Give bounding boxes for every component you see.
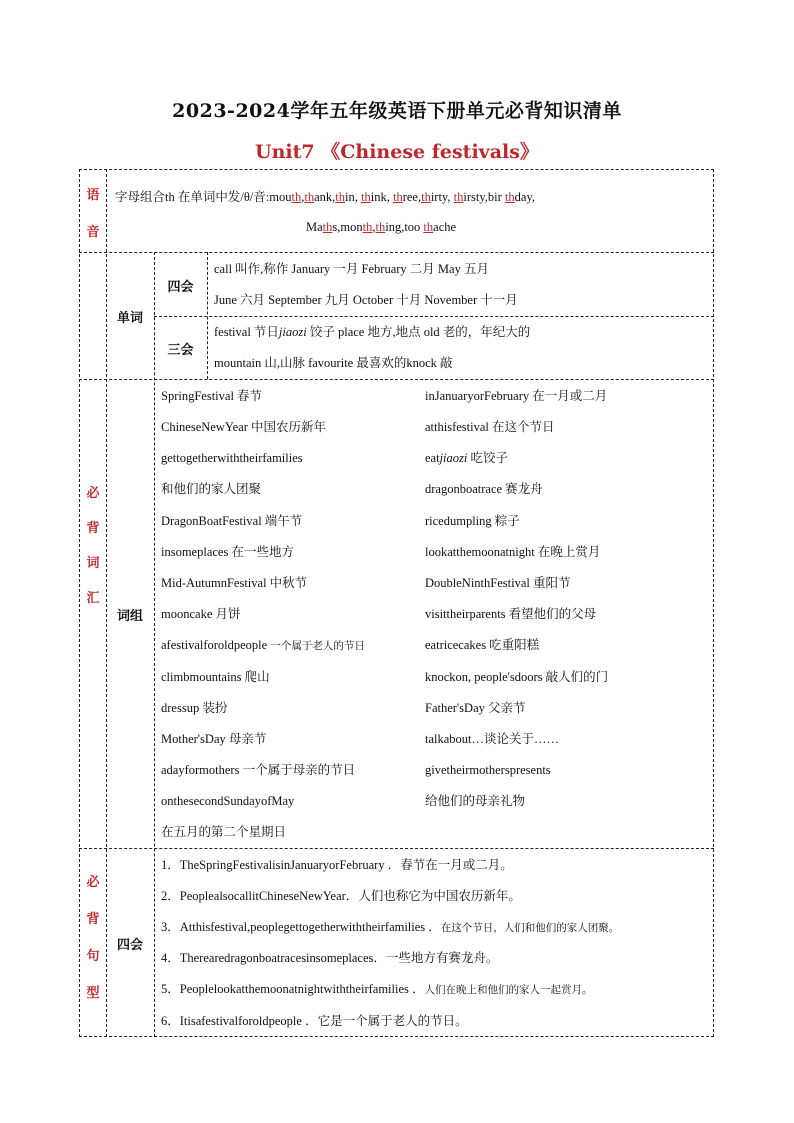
- label-char: 必: [86, 875, 100, 890]
- th-highlight: th: [304, 190, 315, 204]
- label-char: 必: [86, 486, 100, 501]
- phrase-item: ricedumpling 粽子: [425, 514, 520, 528]
- th-highlight: th: [421, 190, 431, 204]
- phrase-item: mooncake 月饼: [161, 607, 241, 621]
- label-char: 音: [86, 225, 100, 240]
- th-highlight: th: [322, 220, 333, 234]
- word-part: day,: [514, 190, 536, 204]
- three-skills-label: 三会: [167, 343, 194, 358]
- word-part: ache: [433, 220, 457, 234]
- phrase-item: 给他们的母亲礼物: [425, 794, 526, 808]
- phonics-line-1: [115, 189, 535, 205]
- sentence-item: [161, 888, 521, 904]
- th-highlight: th: [423, 220, 434, 234]
- th-highlight: th: [375, 220, 386, 234]
- unit-title: Unit7 《Chinese festivals》: [255, 141, 539, 163]
- word-part: ank,: [314, 190, 336, 204]
- label-char: 句: [86, 949, 100, 964]
- row-divider: [79, 379, 714, 380]
- sentence-item: [161, 950, 498, 966]
- phrase-item: lookatthemoonatnight 在晚上赏月: [425, 545, 601, 559]
- word-part: ,: [301, 190, 305, 204]
- col-divider: [207, 252, 208, 379]
- phrase-zh: 吃饺子: [467, 451, 509, 465]
- sentence-zh: 一些地方有赛龙舟。: [385, 951, 499, 965]
- col-divider: [106, 169, 107, 1037]
- word-part: ing,too: [385, 220, 424, 234]
- sentence-zh: 它是一个属于老人的节日。: [317, 1014, 468, 1028]
- phrase-item: atthisfestival 在这个节日: [425, 420, 555, 434]
- phrase-item: onthesecondSundayofMay: [161, 794, 295, 808]
- phrases-label: 词组: [116, 609, 143, 624]
- label-char: 背: [86, 912, 100, 927]
- phrase-item: visittheirparents 看望他们的父母: [425, 607, 597, 621]
- th-highlight: th: [361, 190, 371, 204]
- sentence-item: [161, 857, 513, 873]
- sentence-item: [161, 919, 619, 937]
- word-part: ree,: [402, 190, 422, 204]
- vocab-label: [80, 482, 106, 606]
- word-part: in,: [345, 190, 361, 204]
- phrase-item: Mid-AutumnFestival 中秋节: [161, 576, 308, 590]
- th-highlight: th: [392, 190, 403, 204]
- phrase-item: SpringFestival 春节: [161, 389, 263, 403]
- phonics-words: [306, 220, 456, 234]
- four-skills-label: 四会: [167, 280, 194, 295]
- phonics-line-2: [306, 219, 456, 235]
- phrase-item: climbmountains 爬山: [161, 670, 270, 684]
- sentence-zh: 人们在晚上和他们的家人一起赏月。: [424, 985, 593, 996]
- phrase-zh: 一个属于老人的节日: [270, 641, 365, 652]
- phrase-en: afestivalforoldpeople: [161, 638, 271, 652]
- word-part: irty,: [430, 190, 454, 204]
- italic-word: jiaozi: [439, 451, 468, 465]
- phrase-item: Father'sDay 父亲节: [425, 701, 526, 715]
- text: 饺子 place 地方,地点 old 老的，年纪大的: [306, 325, 531, 339]
- phrase-item: dragonboatrace 赛龙舟: [425, 482, 543, 496]
- phrase-item: givetheirmotherspresents: [425, 763, 551, 777]
- phonics-intro: 字母组合th 在单词中发/θ/音:: [115, 190, 270, 204]
- phrase-en: eat: [425, 451, 440, 465]
- phrase-item: adayformothers 一个属于母亲的节日: [161, 763, 356, 777]
- sentence-en: 4．Therearedragonboatracesinsomeplaces．: [161, 951, 386, 965]
- sentence-zh: 人们也称它为中国农历新年。: [358, 889, 521, 903]
- sentence-en: 2．PeoplealsocallitChineseNewYear．: [161, 889, 359, 903]
- phrase-item: gettogetherwiththeirfamilies: [161, 451, 303, 465]
- sentence-zh: 春节在一月或二月。: [400, 858, 513, 872]
- sentence-en: 5．Peoplelookatthemoonatnightwiththeirfamilies ．: [161, 982, 425, 996]
- three-skills-line: [214, 324, 530, 340]
- row-divider: [154, 316, 714, 317]
- phrase-item: talkabout…谈论关于……: [425, 732, 560, 746]
- word-part: s,mon: [332, 220, 363, 234]
- text: festival 节日: [214, 325, 279, 339]
- word-part: ,: [372, 220, 376, 234]
- label-char: 语: [86, 188, 100, 203]
- sentence-en: 3．Atthisfestival,peoplegettogetherwiththeirfamilies ．: [161, 920, 441, 934]
- sentence-item: [161, 1013, 468, 1029]
- phrase-item: 在五月的第二个星期日: [161, 825, 287, 839]
- words-label: 单词: [116, 311, 143, 326]
- phonics-label: [80, 184, 106, 240]
- sentence-en: 1．TheSpringFestivalisinJanuaryorFebruary ．: [161, 858, 401, 872]
- phrase-item: knockon, people'sdoors 敲人们的门: [425, 670, 609, 684]
- phrase-item: DoubleNinthFestival 重阳节: [425, 576, 571, 590]
- sentence-en: 6．Itisafestivalforoldpeople ．: [161, 1014, 318, 1028]
- phrase-item: [161, 637, 365, 655]
- sentences-label: [80, 871, 106, 1001]
- phonics-words: [269, 190, 535, 204]
- phrase-item: inJanuaryorFebruary 在一月或二月: [425, 389, 608, 403]
- italic-word: jiaozi: [278, 325, 307, 339]
- label-char: 背: [86, 521, 100, 536]
- th-highlight: th: [335, 190, 346, 204]
- word-part: mou: [269, 190, 292, 204]
- th-highlight: th: [453, 190, 464, 204]
- th-highlight: th: [504, 190, 515, 204]
- four-skills-line: June 六月 September 九月 October 十月 November 十一月: [214, 293, 518, 307]
- sentence-item: [161, 981, 593, 999]
- phrase-item: dressup 装扮: [161, 701, 228, 715]
- phrase-item: Mother'sDay 母亲节: [161, 732, 267, 746]
- word-part: ink,: [370, 190, 393, 204]
- page-title: 2023-2024学年五年级英语下册单元必背知识清单: [172, 100, 622, 122]
- word-part: Ma: [306, 220, 323, 234]
- sentences-four-skills-label: 四会: [116, 938, 143, 953]
- phrase-item: [425, 450, 508, 466]
- phrase-item: eatricecakes 吃重阳糕: [425, 638, 540, 652]
- col-divider: [154, 252, 155, 1037]
- label-char: 汇: [86, 591, 100, 606]
- row-divider: [79, 848, 714, 849]
- phrase-item: insomeplaces 在一些地方: [161, 545, 294, 559]
- sentence-zh: 在这个节日，人们和他们的家人团聚。: [440, 923, 620, 934]
- phrase-item: 和他们的家人团聚: [161, 482, 262, 496]
- three-skills-line: mountain 山,山脉 favourite 最喜欢的knock 敲: [214, 356, 453, 370]
- th-highlight: th: [291, 190, 302, 204]
- phrase-item: ChineseNewYear 中国农历新年: [161, 420, 327, 434]
- label-char: 词: [86, 556, 100, 571]
- row-divider: [79, 252, 714, 253]
- word-part: irsty,bir: [463, 190, 505, 204]
- phrase-item: DragonBoatFestival 端午节: [161, 514, 303, 528]
- th-highlight: th: [362, 220, 373, 234]
- four-skills-line: call 叫作,称作 January 一月 February 二月 May 五月: [214, 262, 489, 276]
- label-char: 型: [86, 986, 100, 1001]
